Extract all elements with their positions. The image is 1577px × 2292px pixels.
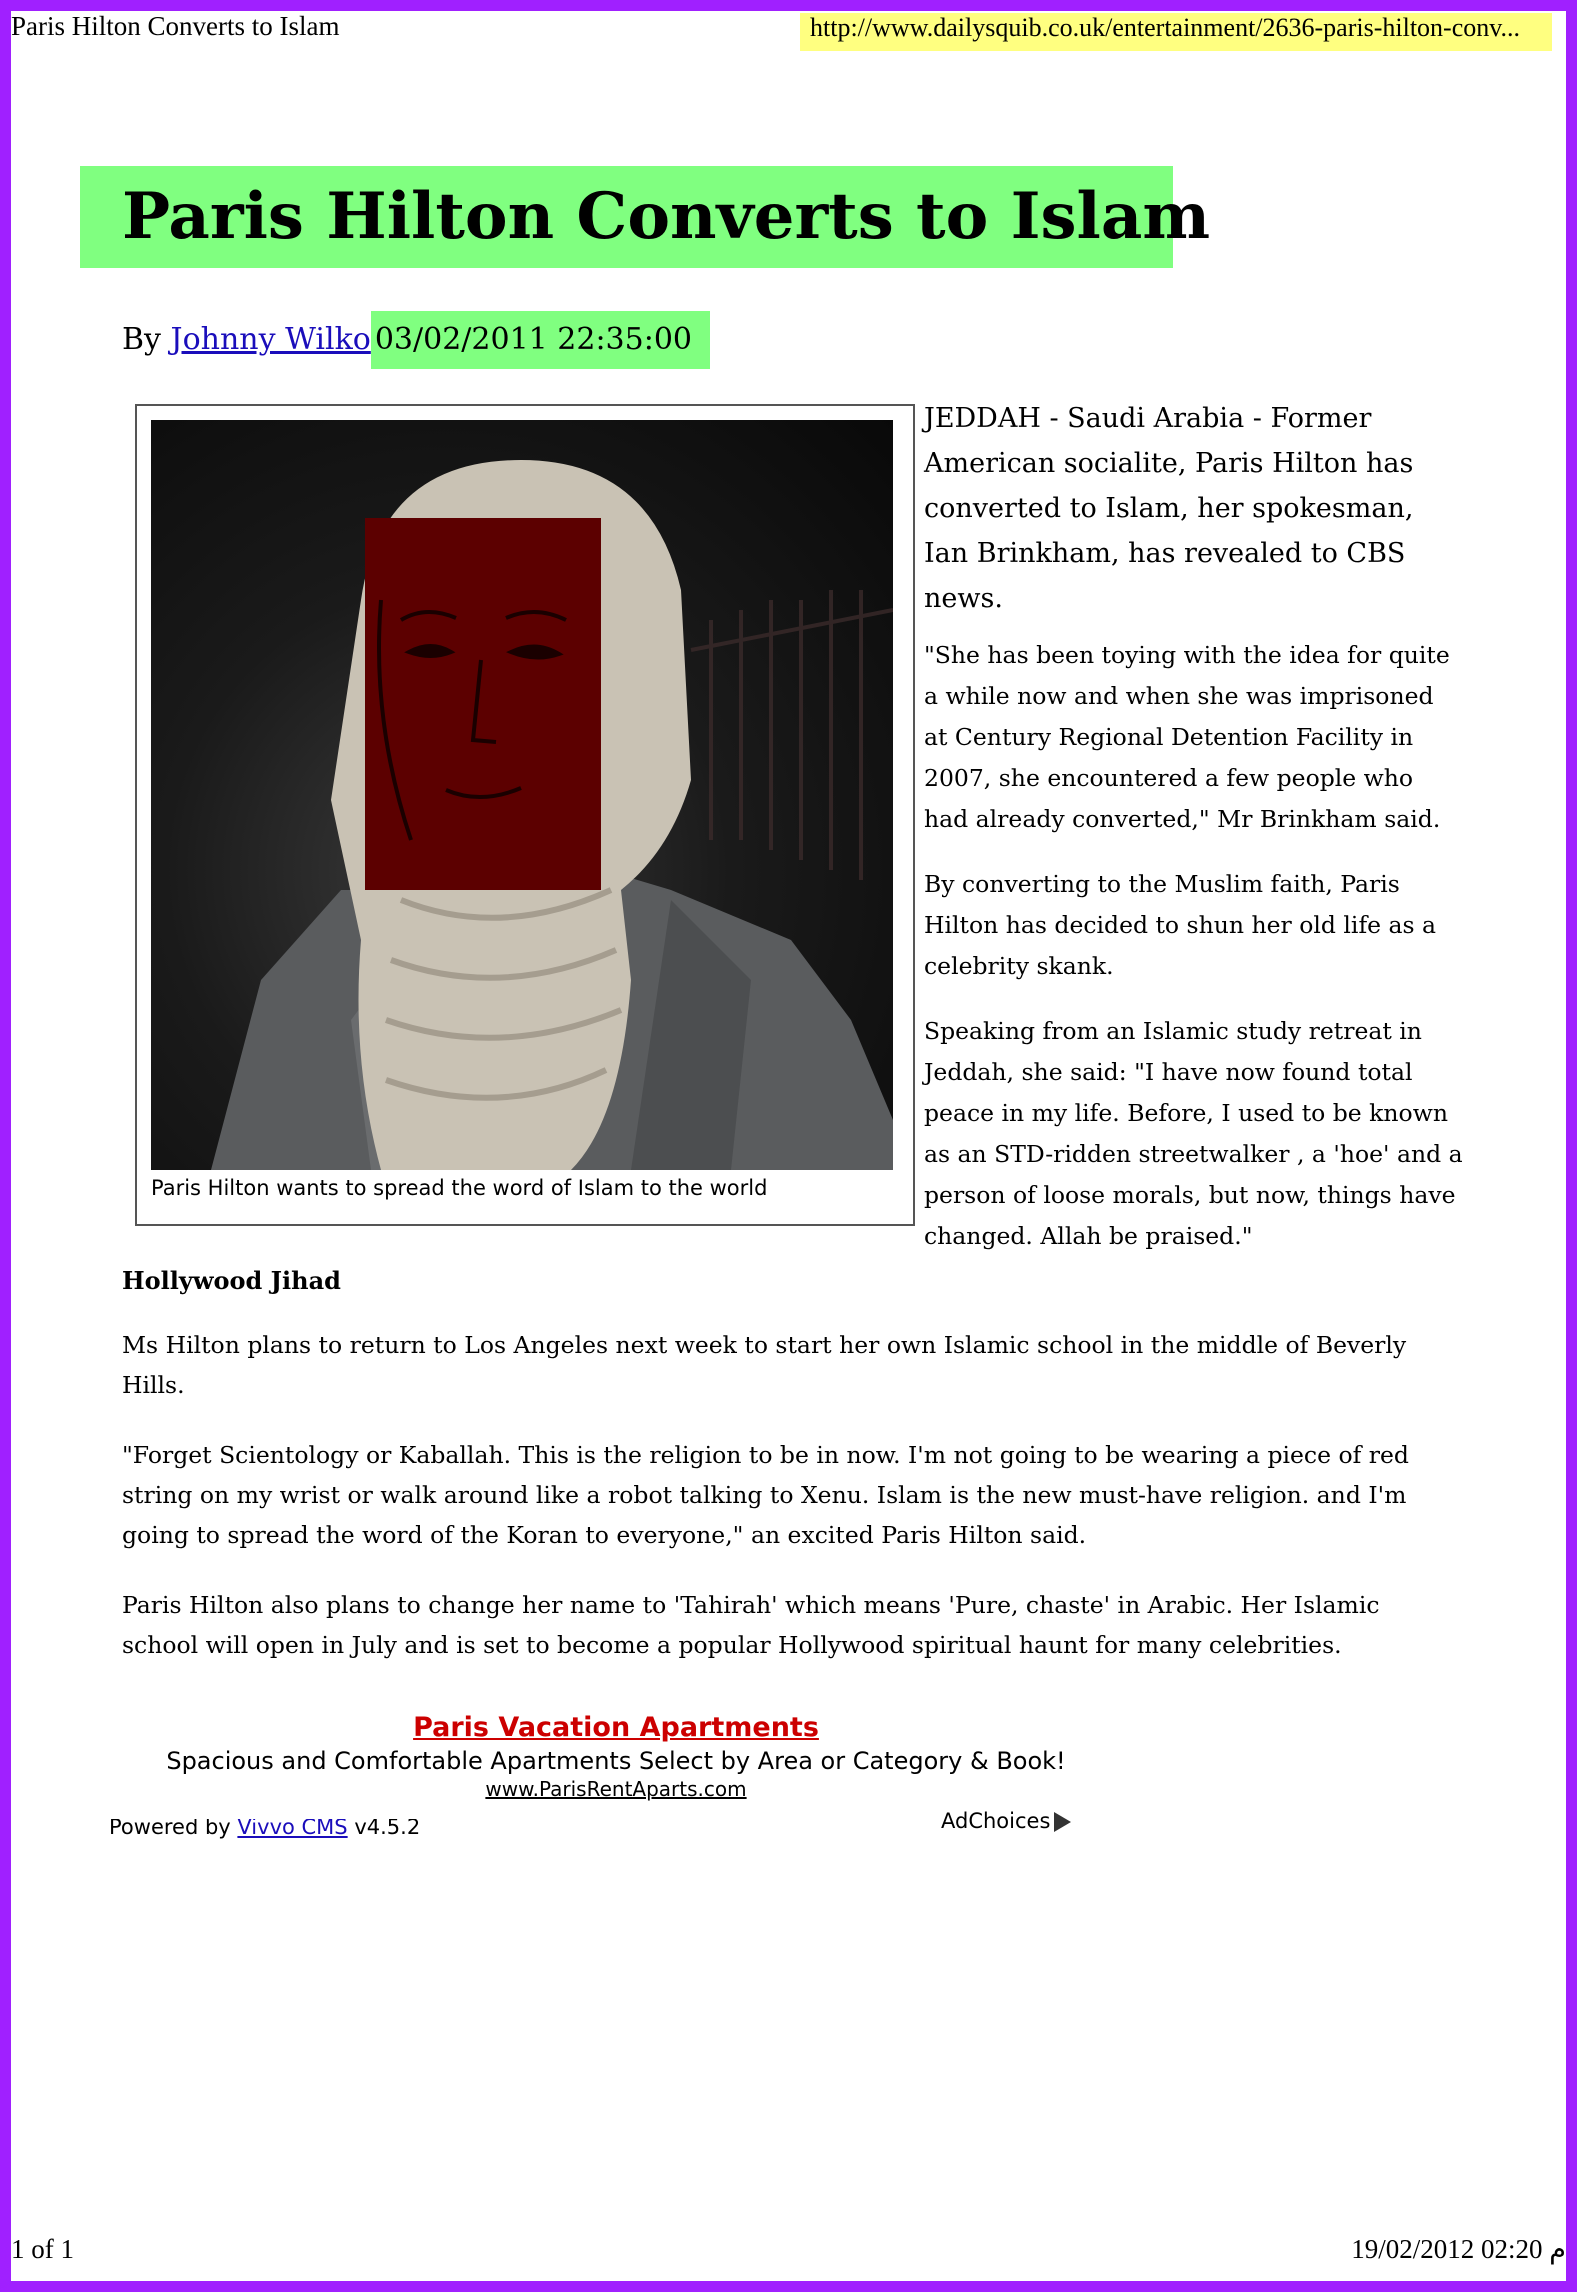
text-ad bbox=[111, 1711, 1121, 1801]
photo-illustration bbox=[151, 420, 893, 1170]
print-header-title: Paris Hilton Converts to Islam bbox=[11, 11, 340, 41]
powered-by bbox=[109, 1819, 420, 1841]
print-footer-page: 1 of 1 bbox=[11, 2234, 74, 2264]
byline bbox=[122, 311, 710, 369]
body-paragraph: Paris Hilton also plans to change her name to 'Tahirah' which means 'Pure, chaste' in Arabic. Her Islamic school will open in July and is set to become a popular Hollywood spiritual haunt for many celebrities. bbox=[122, 1591, 1380, 1659]
cms-version: v4.5.2 bbox=[354, 1819, 421, 1839]
lead-paragraph: JEDDAH - Saudi Arabia - Former American socialite, Paris Hilton has converted to Islam, her spokesman, Ian Brinkham, has revealed to CBS news. bbox=[924, 403, 1414, 614]
powered-prefix: Powered by bbox=[109, 1819, 231, 1839]
image-caption: Paris Hilton wants to spread the word of Islam to the world bbox=[151, 1176, 768, 1200]
article-figure bbox=[135, 404, 915, 1226]
article-photo bbox=[151, 420, 893, 1170]
body-paragraph: "Forget Scientology or Kaballah. This is the religion to be in now. I'm not going to be wearing a piece of red string on my wrist or walk around like a robot talking to Xenu. Islam is the new must-have religion. and I'm going to spread the word of the Koran to everyone," an excited Paris Hilton said. bbox=[122, 1441, 1409, 1549]
print-footer-timestamp: 19/02/2012 02:20 م bbox=[1351, 2234, 1566, 2264]
publish-date: 03/02/2011 22:35:00 bbox=[371, 311, 710, 369]
author-link[interactable]: Johnny Wilko bbox=[170, 322, 371, 357]
side-paragraph: Speaking from an Islamic study retreat in Jeddah, she said: "I have now found total peace in my life. Before, I used to be known as an STD-ridden streetwalker , a 'hoe' and a person of loose morals, but now, things have changed. Allah be praised." bbox=[924, 1017, 1463, 1250]
side-paragraph: "She has been toying with the idea for quite a while now and when she was imprisoned at Century Regional Detention Facility in 2007, she encountered a few people who had already converted," Mr Brinkham said. bbox=[924, 641, 1450, 833]
print-header-url[interactable]: http://www.dailysquib.co.uk/entertainment/2636-paris-hilton-conv... bbox=[800, 13, 1552, 51]
article-headline: Paris Hilton Converts to Islam bbox=[80, 166, 1173, 268]
side-paragraph: By converting to the Muslim faith, Paris Hilton has decided to shun her old life as a celebrity skank. bbox=[924, 870, 1437, 980]
subheading: Hollywood Jihad bbox=[122, 1266, 341, 1295]
article-body bbox=[122, 1263, 1462, 1695]
adchoices-label: AdChoices bbox=[941, 1809, 1051, 1833]
ad-url-link[interactable]: www.ParisRentAparts.com bbox=[485, 1777, 747, 1801]
adchoices-badge[interactable] bbox=[941, 1809, 1071, 1833]
ad-title-link[interactable]: Paris Vacation Apartments bbox=[413, 1712, 819, 1743]
article-side-column bbox=[924, 396, 1464, 1281]
byline-prefix: By bbox=[122, 322, 161, 357]
body-paragraph: Ms Hilton plans to return to Los Angeles next week to start her own Islamic school in the middle of Beverly Hills. bbox=[122, 1331, 1407, 1399]
ad-description: Spacious and Comfortable Apartments Select by Area or Category & Book! bbox=[166, 1747, 1066, 1775]
cms-link[interactable]: Vivvo CMS bbox=[237, 1819, 348, 1839]
printed-page bbox=[11, 11, 1566, 2281]
adchoices-icon bbox=[1054, 1812, 1071, 1832]
